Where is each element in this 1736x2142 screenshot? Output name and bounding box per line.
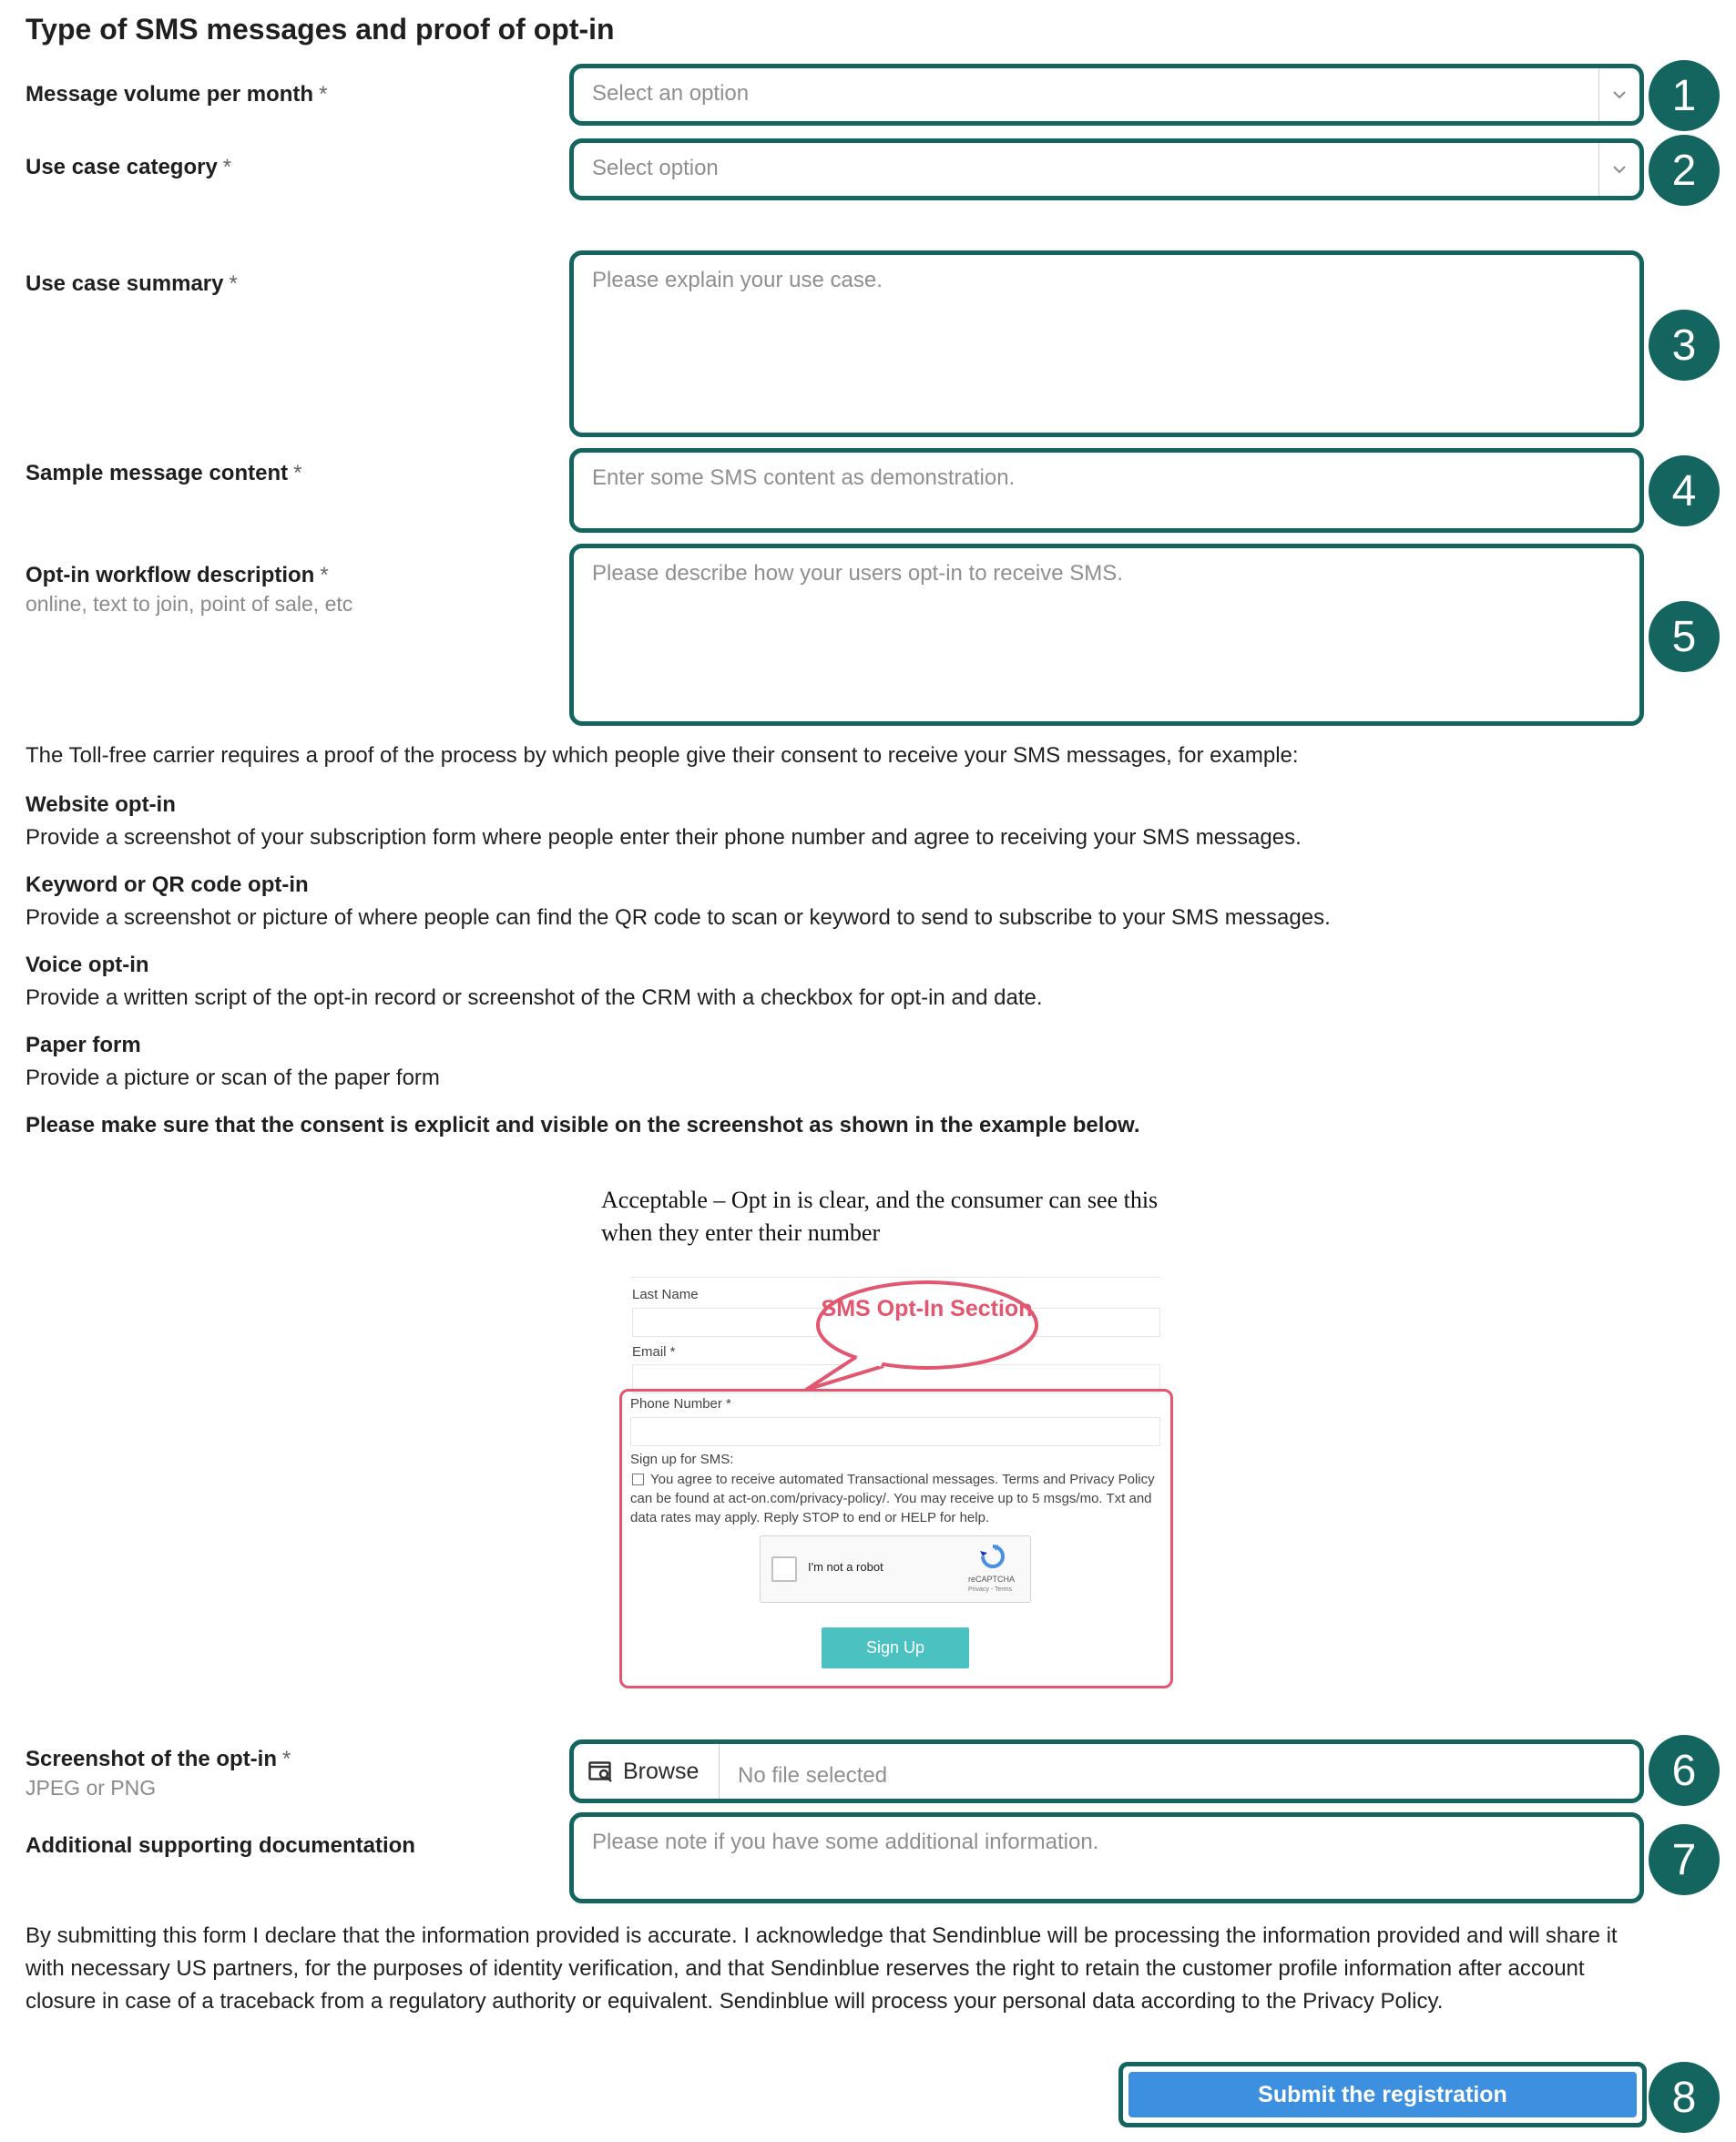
recaptcha-links: Privacy - Terms xyxy=(968,1586,1013,1593)
volume-label: Message volume per month * xyxy=(26,82,328,107)
screenshot-label: Screenshot of the opt-in * xyxy=(26,1747,291,1771)
example-phone-input xyxy=(630,1417,1160,1446)
optin-placeholder: Please describe how your users opt-in to receive SMS. xyxy=(592,561,1123,586)
summary-label: Use case summary * xyxy=(26,271,238,296)
example-recaptcha xyxy=(760,1535,1031,1603)
example-email-label: Email * xyxy=(632,1344,676,1360)
summary-placeholder: Please explain your use case. xyxy=(592,268,883,292)
screenshot-hint: JPEG or PNG xyxy=(26,1776,157,1800)
optin-workflow-textarea[interactable] xyxy=(569,544,1644,726)
submit-wrapper xyxy=(1118,2062,1647,2127)
example-consent-text: You agree to receive automated Transactional messages. Terms and Privacy Policy can be found at act-on.com/privacy-policy/. You may receive up to 5 msgs/mo. Txt and data rates may apply. Reply STOP to end or HELP for help. xyxy=(630,1472,1155,1525)
example-signup-heading: Sign up for SMS: xyxy=(630,1452,734,1467)
method-website: Website opt-in Provide a screenshot of your subscription form where people enter their phone number and agree to receiving your SMS messages. xyxy=(26,792,1302,850)
example-phone-label: Phone Number * xyxy=(630,1396,731,1412)
step-badge-1: 1 xyxy=(1649,60,1720,131)
step-badge-3: 3 xyxy=(1649,310,1720,381)
recaptcha-checkbox xyxy=(771,1556,797,1582)
use-case-summary-textarea[interactable] xyxy=(569,250,1644,437)
step-badge-6: 6 xyxy=(1649,1735,1720,1806)
volume-placeholder: Select an option xyxy=(592,81,750,106)
chevron-down-icon[interactable] xyxy=(1598,68,1639,121)
step-badge-4: 4 xyxy=(1649,455,1720,526)
recaptcha-logo-icon xyxy=(979,1544,1006,1569)
message-volume-select[interactable] xyxy=(569,64,1644,126)
method-paper: Paper form Provide a picture or scan of the paper form xyxy=(26,1033,440,1090)
browse-button[interactable] xyxy=(574,1744,720,1799)
browse-label: Browse xyxy=(623,1758,700,1784)
method-voice: Voice opt-in Provide a written script of the opt-in record or screenshot of the CRM with a checkbox for opt-in and date. xyxy=(26,953,1043,1010)
file-status: No file selected xyxy=(738,1763,888,1788)
disclaimer-text: By submitting this form I declare that the information provided is accurate. I acknowledge that Sendinblue will be processing the information provided and will share it with necessary US partners, for the purposes of identity verification, and that Sendinblue reserves the right to retain the customer profile information after account closure in case of a traceback from a regulatory authority or equivalent. Sendinblue will process your personal data according to the Privacy Policy. xyxy=(26,1923,1618,2014)
browse-icon xyxy=(588,1760,614,1782)
method-keyword: Keyword or QR code opt-in Provide a screenshot or picture of where people can find the QR code to scan or keyword to send to subscribe to your SMS messages. xyxy=(26,872,1331,930)
chevron-down-icon[interactable] xyxy=(1598,143,1639,196)
step-badge-8: 8 xyxy=(1649,2062,1720,2133)
recaptcha-label: I'm not a robot xyxy=(808,1560,883,1574)
opt-in-bubble-text: SMS Opt-In Section xyxy=(821,1296,1033,1321)
example-caption: Acceptable – Opt in is clear, and the consumer can see this when they enter their number xyxy=(601,1187,1159,1246)
submit-registration-button[interactable]: Submit the registration xyxy=(1128,2072,1637,2117)
intro-text: The Toll-free carrier requires a proof of the process by which people give their consent to receive your SMS messages, for example: xyxy=(26,743,1299,768)
step-badge-7: 7 xyxy=(1649,1824,1720,1895)
consent-note: Please make sure that the consent is explicit and visible on the screenshot as shown in the example below. xyxy=(26,1113,1140,1137)
example-signup-button: Sign Up xyxy=(822,1627,969,1668)
example-last-name-label: Last Name xyxy=(632,1287,699,1302)
sample-label: Sample message content * xyxy=(26,461,302,485)
additional-docs-textarea[interactable] xyxy=(569,1812,1644,1903)
optin-hint: online, text to join, point of sale, etc xyxy=(26,592,353,616)
additional-placeholder: Please note if you have some additional information. xyxy=(592,1830,1099,1854)
category-placeholder: Select option xyxy=(592,156,719,180)
step-badge-2: 2 xyxy=(1649,135,1720,206)
category-label: Use case category * xyxy=(26,155,232,179)
recaptcha-brand: reCAPTCHA xyxy=(968,1575,1016,1584)
sample-placeholder: Enter some SMS content as demonstration. xyxy=(592,465,1016,490)
additional-label: Additional supporting documentation xyxy=(26,1833,415,1858)
sample-message-textarea[interactable] xyxy=(569,448,1644,533)
optin-label: Opt-in workflow description * xyxy=(26,563,329,587)
page-title: Type of SMS messages and proof of opt-in xyxy=(26,13,615,46)
screenshot-file-input[interactable] xyxy=(569,1739,1644,1803)
step-badge-5: 5 xyxy=(1649,601,1720,672)
use-case-category-select[interactable] xyxy=(569,138,1644,200)
